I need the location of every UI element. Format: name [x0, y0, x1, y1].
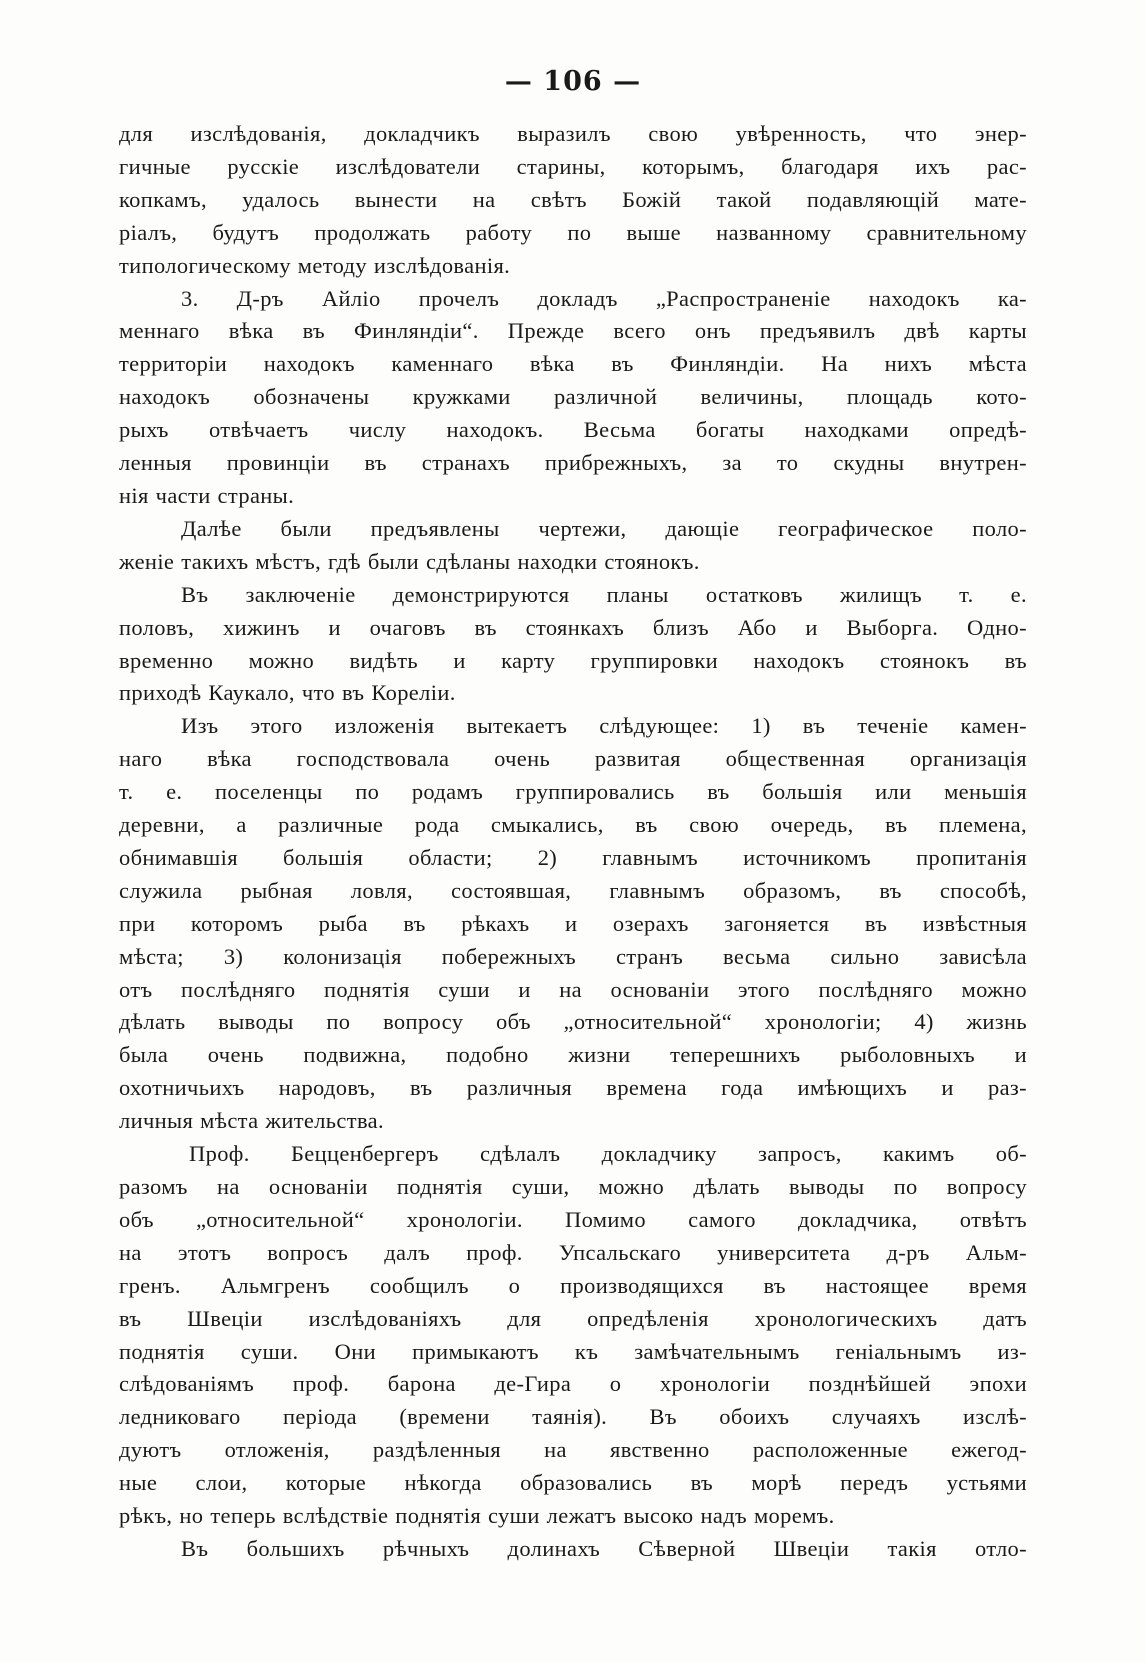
text-line: 3. Д-ръ Айліо прочелъ докладъ „Распространеніе находокъ ка-: [181, 285, 1027, 311]
text-line: поднятія суши. Они примыкаютъ къ замѣчательнымъ геніальнымъ из-: [119, 1338, 1027, 1364]
text-line: дуютъ отложенія, раздѣленныя на явственно расположенные ежегод-: [119, 1437, 1027, 1463]
text-line: Въ заключеніе демонстрируются планы остатковъ жилищъ т. е.: [181, 581, 1027, 607]
paragraph: [119, 1138, 1027, 1533]
paragraph: [119, 710, 1027, 1138]
text-line: въ Швеціи изслѣдованіяхъ для опредѣленія хронологическихъ датъ: [119, 1305, 1027, 1331]
text-line: гичные русскіе изслѣдователи старины, которымъ, благодаря ихъ рас-: [119, 153, 1027, 179]
text-line: гренъ. Альмгренъ сообщилъ о производящихся въ настоящее время: [119, 1272, 1027, 1298]
paragraph: [119, 118, 1027, 283]
text-line: при которомъ рыба въ рѣкахъ и озерахъ загоняется въ извѣстныя: [119, 910, 1027, 936]
text-line: типологическому методу изслѣдованія.: [119, 252, 511, 278]
text-line: была очень подвижна, подобно жизни теперешнихъ рыболовныхъ и: [119, 1042, 1027, 1068]
text-line: дѣлать выводы по вопросу объ „относительной“ хронологіи; 4) жизнь: [119, 1009, 1027, 1035]
paragraph: [119, 513, 1027, 579]
text-line: слѣдованіямъ проф. барона де-Гира о хронологіи позднѣйшей эпохи: [119, 1371, 1027, 1397]
text-line: находокъ обозначены кружками различной величины, площадь кото-: [119, 384, 1027, 410]
text-line: на этотъ вопросъ далъ проф. Упсальскаго университета д-ръ Альм-: [119, 1239, 1027, 1265]
text-line: рѣкъ, но теперь вслѣдствіе поднятія суши лежатъ высоко надъ моремъ.: [119, 1503, 835, 1529]
text-line: Проф. Бецценбергеръ сдѣлалъ докладчику запросъ, какимъ об-: [189, 1141, 1027, 1167]
text-line: нія части страны.: [119, 482, 295, 508]
paragraph: [119, 283, 1027, 513]
paragraph: [119, 1533, 1027, 1566]
text-line: копкамъ, удалось вынести на свѣтъ Божій такой подавляющій мате-: [119, 186, 1027, 212]
text-line: т. е. поселенцы по родамъ группировались въ большія или меньшія: [119, 779, 1027, 805]
text-line: отъ послѣдняго поднятія суши и на основаніи этого послѣдняго можно: [119, 976, 1027, 1002]
text-line: разомъ на основаніи поднятія суши, можно дѣлать выводы по вопросу: [119, 1174, 1027, 1199]
text-line: обнимавшія большія области; 2) главнымъ источникомъ пропитанія: [119, 844, 1027, 870]
text-line: временно можно видѣть и карту группировки находокъ стоянокъ въ: [119, 647, 1027, 673]
text-line: объ „относительной“ хронологіи. Помимо самого докладчика, отвѣтъ: [119, 1206, 1027, 1232]
text-line: мѣста; 3) колонизація побережныхъ странъ весьма сильно зависѣла: [119, 943, 1027, 969]
text-line: служила рыбная ловля, состоявшая, главнымъ образомъ, въ способѣ,: [119, 877, 1027, 903]
text-line: наго вѣка господствовала очень развитая общественная организація: [119, 746, 1027, 772]
text-line: ленныя провинціи въ странахъ прибрежныхъ, за то скудны внутрен-: [119, 450, 1027, 476]
text-line: охотничьихъ народовъ, въ различныя времена года имѣющихъ и раз-: [119, 1075, 1027, 1101]
text-line: личныя мѣста жительства.: [119, 1108, 384, 1134]
page-number: — 106 —: [504, 66, 642, 97]
text-line: ледниковаго періода (времени таянія). Въ обоихъ случаяхъ изслѣ-: [119, 1404, 1027, 1430]
text-line: половъ, хижинъ и очаговъ въ стоянкахъ близъ Або и Выборга. Одно-: [119, 614, 1027, 640]
text-line: ные слои, которые нѣкогда образовались въ морѣ передъ устьями: [119, 1470, 1027, 1496]
text-line: Далѣе были предъявлены чертежи, дающіе географическое поло-: [181, 515, 1027, 541]
body-text: [119, 118, 1027, 1566]
text-line: приходѣ Каукало, что въ Кореліи.: [119, 680, 456, 706]
text-line: женіе такихъ мѣстъ, гдѣ были сдѣланы находки стоянокъ.: [119, 548, 700, 574]
text-line: ріалъ, будутъ продолжать работу по выше названному сравнительному: [119, 219, 1027, 245]
text-line: Въ большихъ рѣчныхъ долинахъ Сѣверной Швеціи такія отло-: [181, 1535, 1027, 1561]
text-line: для изслѣдованія, докладчикъ выразилъ свою увѣренность, что энер-: [119, 121, 1027, 146]
text-line: рыхъ отвѣчаетъ числу находокъ. Весьма богаты находками опредѣ-: [119, 417, 1027, 443]
text-line: Изъ этого изложенія вытекаетъ слѣдующее: 1) въ теченіе камен-: [181, 713, 1027, 739]
text-line: меннаго вѣка въ Финляндіи“. Прежде всего онъ предъявилъ двѣ карты: [119, 318, 1027, 344]
text-line: территоріи находокъ каменнаго вѣка въ Финляндіи. На нихъ мѣста: [119, 351, 1027, 377]
paragraph: [119, 579, 1027, 711]
text-line: деревни, а различные рода смыкались, въ свою очередь, въ племена,: [119, 812, 1027, 838]
